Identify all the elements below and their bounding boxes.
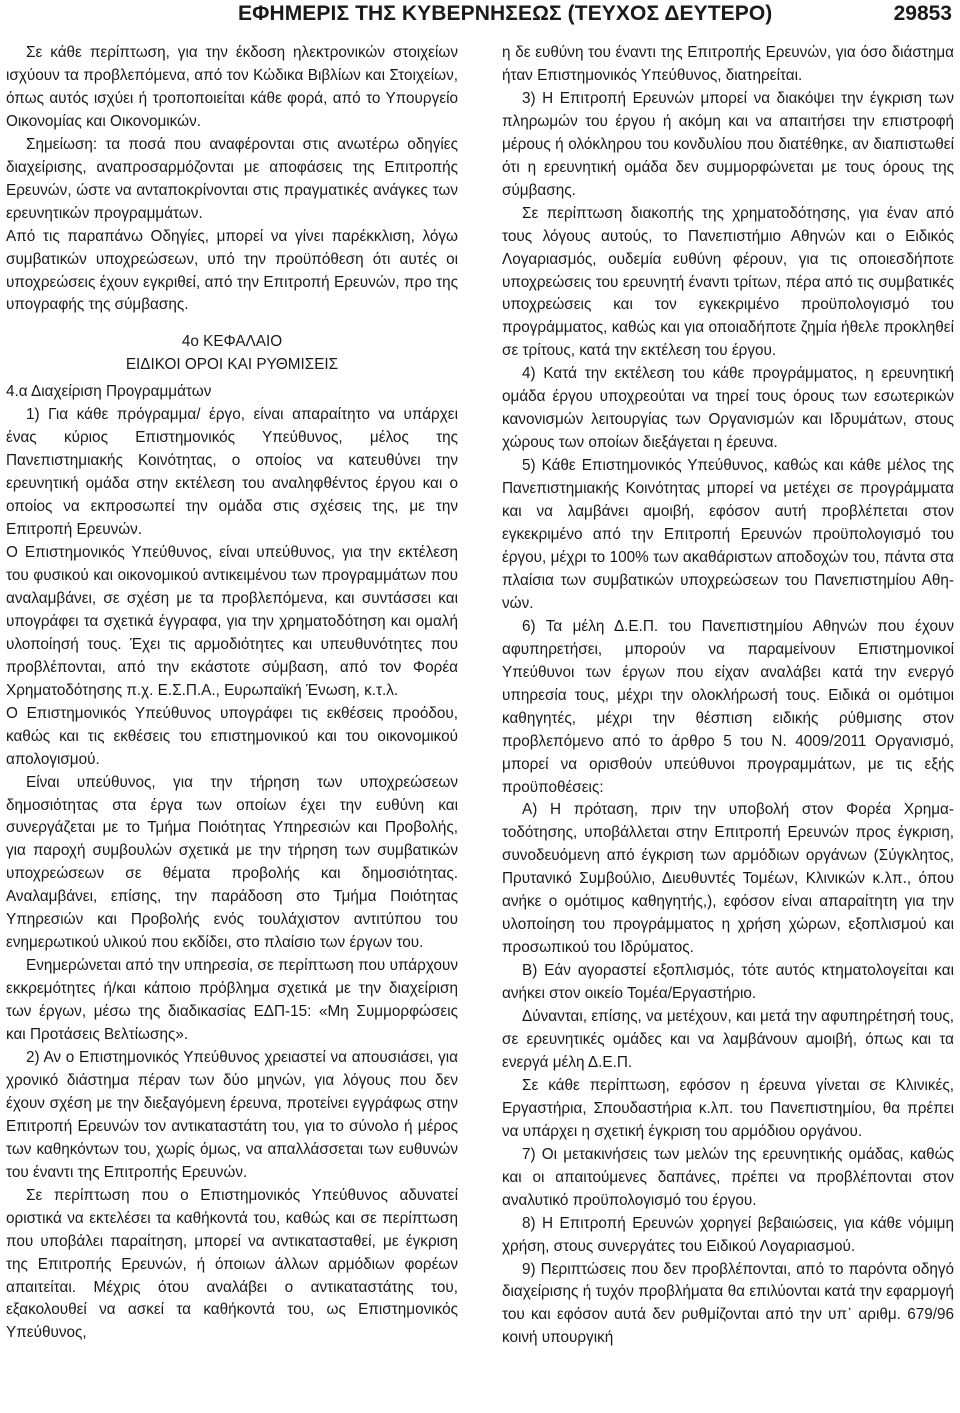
paragraph: Σε περίπτωση που ο Επιστημονικός Υπεύθυνος αδυνατεί οριστικά να εκτελέσει τα καθήκοντά του, καθώς και σε περίπτωση που υποβάλει παραίτηση, μπορεί να αντικατασταθεί, με έγκριση της Επιτροπής Ερευνών, ή όποιων άλλων αρμόδιων φορέων απαιτείται. Μέχρις ότου αναλάβει ο αντικαταστάτης του, εξακολουθεί να ασκεί τα καθήκοντά του, ως Επιστημονικός Υπεύθυνος, (6, 1186, 458, 1342)
paragraph: Β) Εάν αγοραστεί εξοπλισμός, τότε αυτός κτηματολογείται και ανήκει στον οικείο Τομέα/Εργαστήριο. (502, 962, 954, 1003)
paragraph: Ο Επιστημονικός Υπεύθυνος, είναι υπεύθυνος, για την εκτέλεση του φυσικού και οικονομικού αντικειμένου των προγραμμάτων που αναλαμβάνει, σε σχέση με τα προβλεπόμενα, και συντάσσει και υπογράφει τα σχετικά έγγραφα, για την χρηματοδότηση και ομαλή υλοποίησή τους. Έχει τις αρμοδιότητες και υπευθυνότητες που προβλέπονται, από την εκάστοτε σύμβαση, από τον Φορέα Χρηματοδότησης π.χ. Ε.Σ.Π.Α., Ευρωπαϊκή Ένωση, κ.τ.λ. (6, 544, 458, 699)
paragraph: Δύνανται, επίσης, να μετέχουν, και μετά την αφυπηρέτησή τους, σε ερευνητικές ομάδες και να λαμβάνουν αμοιβή, όπως και τα ενεργά μέλη Δ.Ε.Π. (502, 1008, 954, 1071)
page-number: 29853 (893, 2, 952, 25)
paragraph: Α) Η πρόταση, πριν την υποβολή στον Φορέα Χρηματοδότησης, υποβάλλεται στην Επιτροπή Ερευνών προς έγκριση, συνοδευόμενη από έγκριση των αρμόδιων οργάνων (Σύγκλητος, Πρυτανικό Συμβούλιο, Διευθυντές Τομέων, Κλινικών κ.λπ., όπου ανήκε ο ομότιμος καθηγητής,), εφόσον είναι απαραίτητη για την υλοποίηση του προγράμματος η χρήση χώρων, εξοπλισμού και προσωπικού του Ιδρύματος. (502, 801, 954, 957)
paragraph: Ο Επιστημονικός Υπεύθυνος υπογράφει τις εκθέσεις προόδου, καθώς και τις εκθέσεις του επιστημονικού και του οικονομικού απολογισμού. (6, 704, 458, 768)
chapter-number: 4ο ΚΕΦΑΛΑΙΟ (181, 333, 283, 351)
paragraph: 3) Η Επιτροπή Ερευνών μπορεί να διακόψει την έγκριση των πληρωμών του έργου ή ακόμη και να απαιτήσει την επιστροφή μέρους ή ολόκληρου του κονδυλίου που διατέθηκε, αν διαπιστωθεί ότι η ερευνητική ομάδα δεν συμμορφώνεται με τους όρους της σύμβασης. (502, 89, 954, 199)
paragraph: 9) Περιπτώσεις που δεν προβλέπονται, από το παρόντα οδηγό διαχείρισης ή τυχόν προβλήματα θα επιλύονται κατά την εφαρμογή του και εφόσον αυτά δεν ρυθμίζονται από την υπ᾽ αριθμ. 679/96 κοινή υπουργική (502, 1260, 954, 1347)
paragraph: 2) Αν ο Επιστημονικός Υπεύθυνος χρειαστεί να απουσιάσει, για χρονικό διάστημα πέραν των δύο μηνών, για λόγους που δεν έχουν σχέση με την διεξαγόμενη έρευνα, προτείνει εγγράφως στην Επιτροπή Ερευνών τον αντικαταστάτη του, για το σύνολο ή μέρος των καθηκόντων του, χωρίς όμως, να απαλλάσσεται των ευθυνών του έναντι της Επιτροπής Ερευνών. (6, 1048, 458, 1181)
paragraph: η δε ευθύνη του έναντι της Επιτροπής Ερευνών, για όσο διάστημα ήταν Επιστημονικός Υπεύθυνος, διατηρείται. (502, 44, 954, 84)
paragraph: 1) Για κάθε πρόγραμμα/ έργο, είναι απαραίτητο να υπάρχει ένας κύριος Επιστημονικός Υπεύθυνος, μέλος της Πανεπιστημιακής Κοινότητας, ο οποίος να κατευθύνει την ερευνητική ομάδα στην εκτέλεση του αναληφθέντος έργου και ο οποίος να εκπροσωπεί την ομάδα στις σχέσεις της, με την Επιτροπή Ερευνών. (6, 406, 458, 539)
section-title: 4.α Διαχείριση Προγραμμάτων (6, 383, 212, 401)
right-column (502, 42, 954, 1350)
paragraph: Από τις παραπάνω Οδηγίες, μπορεί να γίνει παρέκκλιση, λόγω συμβατικών υποχρεώσεων, υπό την προϋπόθεση ότι αυτές οι υποχρεώσεις έχουν εγκριθεί, από την Επιτροπή Ερευνών, προ της υπογραφής της σύμβασης. (6, 227, 458, 314)
paragraph: 7) Οι μετακινήσεις των μελών της ερευνητικής ομάδας, καθώς και οι απαιτούμενες δαπάνες, πρέπει να προβλέπονται στον αναλυτικό προϋπολογισμό του έργου. (502, 1145, 954, 1209)
left-column (6, 42, 458, 1345)
gazette-title: ΕΦΗΜΕΡΙΣ ΤΗΣ ΚΥΒΕΡΝΗΣΕΩΣ (ΤΕΥΧΟΣ ΔΕΥΤΕΡΟ) (238, 2, 773, 25)
paragraph: Σημείωση: τα ποσά που αναφέρονται στις ανωτέρω οδηγίες διαχείρισης, αναπροσαρμόζονται με αποφάσεις της Επιτροπής Ερευνών, ώστε να ανταποκρίνονται στις πραγματικές ανάγκες των ερευνητικών προγραμμάτων. (6, 135, 458, 222)
paragraph: 4) Κατά την εκτέλεση του κάθε προγράμματος, η ερευνητική ομάδα έργου υποχρεούται να τηρεί τους όρους των εσωτερικών κανονισμών λειτουργίας των Οργανισμών και Ιδρυμάτων, στους χώρους των οποίων διεξάγεται η έρευνα. (502, 365, 954, 452)
chapter-heading (6, 331, 458, 377)
chapter-title: ΕΙΔΙΚΟΙ ΟΡΟΙ ΚΑΙ ΡΥΘΜΙΣΕΙΣ (125, 356, 339, 374)
paragraph: Σε κάθε περίπτωση, εφόσον η έρευνα γίνεται σε Κλινικές, Εργαστήρια, Σπουδαστήρια κ.λπ. του Πανεπιστημίου, θα πρέπει να υπάρχει η σχετική έγκριση του αρμόδιου οργάνου. (502, 1076, 954, 1140)
paragraph: Είναι υπεύθυνος, για την τήρηση των υποχρεώσεων δημοσιότητας στα έργα των οποίων έχει την ευθύνη και συνεργάζεται με το Τμήμα Ποιότητας Υπηρεσιών και Προβολής, για παροχή συμβουλών σχετικά με την τήρηση των συμβατικών υποχρεώσεων σε θέματα προβολής και δημοσιότητας. Αναλαμβάνει, επίσης, την παράδοση στο Τμήμα Ποιότητας Υπηρεσιών και Προβολής ενός τουλάχιστον αντιτύπου του ενημερωτικού υλικού που εκδίδει, στο πλαίσιο των έργων του. (6, 773, 458, 952)
paragraph: Σε κάθε περίπτωση, για την έκδοση ηλεκτρονικών στοιχείων ισχύουν τα προβλεπόμενα, από τον Κώδικα Βιβλίων και Στοιχείων, όπως αυτός ισχύει ή τροποποιείται κάθε φορά, από το Υπουργείο Οικονομίας και Οικονομικών. (6, 44, 458, 130)
paragraph: Σε περίπτωση διακοπής της χρηματοδότησης, για έναν από τους λόγους αυτούς, το Πανεπιστήμιο Αθηνών και ο Ειδικός Λογαριασμός, ουδεμία ευθύνη φέρουν, για τις οποιεσδήποτε υποχρεώσεις του ερευνητή έναντι τρίτων, πέρα από τις συμβατικές υποχρεώσεις και τον εγκεκριμένο προϋπολογισμό του προγράμματος, καθώς και για οποιαδήποτε ζημία ήθελε προκληθεί σε τρίτους, κατά την εκτέλεση του έργου. (502, 204, 954, 360)
paragraph: 8) Η Επιτροπή Ερευνών χορηγεί βεβαιώσεις, για κάθε νόμιμη χρήση, στους συνεργάτες του Ειδικού Λογαριασμού. (502, 1214, 954, 1255)
paragraph: 6) Τα μέλη Δ.Ε.Π. του Πανεπιστημίου Αθηνών που έχουν αφυπηρετήσει, μπορούν να παραμείνουν Επιστημονικοί Υπεύθυνοι των έργων που είχαν αναλάβει κατά την ενεργό υπηρεσία τους, μέχρι την ολοκλήρωσή τους. Ειδικά οι ομότιμοι καθηγητές, μέχρι την θέσπιση ειδικής ρύθμισης στον προβλεπόμενο από το άρθρο 5 του Ν. 4009/2011 Οργανισμό, μπορεί να ορισθούν υπεύθυνοι προγραμμάτων, με τις εξής προϋποθέσεις: (502, 617, 954, 796)
paragraph: Ενημερώνεται από την υπηρεσία, σε περίπτωση που υπάρχουν εκκρεμότητες ή/και κάποιο πρόβλημα σχετικά με την διαχείριση των έργων, μέσω της διαδικασίας ΕΔΠ-15: «Μη Συμμορφώσεις και Προτάσεις Βελτίωσης». (6, 957, 458, 1044)
paragraph: 5) Κάθε Επιστημονικός Υπεύθυνος, καθώς και κάθε μέλος της Πανεπιστημιακής Κοινότητας μπορεί να μετέχει σε προγράμματα και να λαμβάνει αμοιβή, εφόσον αυτή προβλέπεται στον εγκεκριμένο από την Επιτροπή Ερευνών προϋπολογισμό του έργου, μέχρι το 100% των ακαθάριστων αποδοχών του, πάντα στα πλαίσια των συμβατικών υποχρεώσεων του Πανεπιστημίου Αθηνών. (502, 457, 954, 612)
page-header (0, 0, 960, 34)
